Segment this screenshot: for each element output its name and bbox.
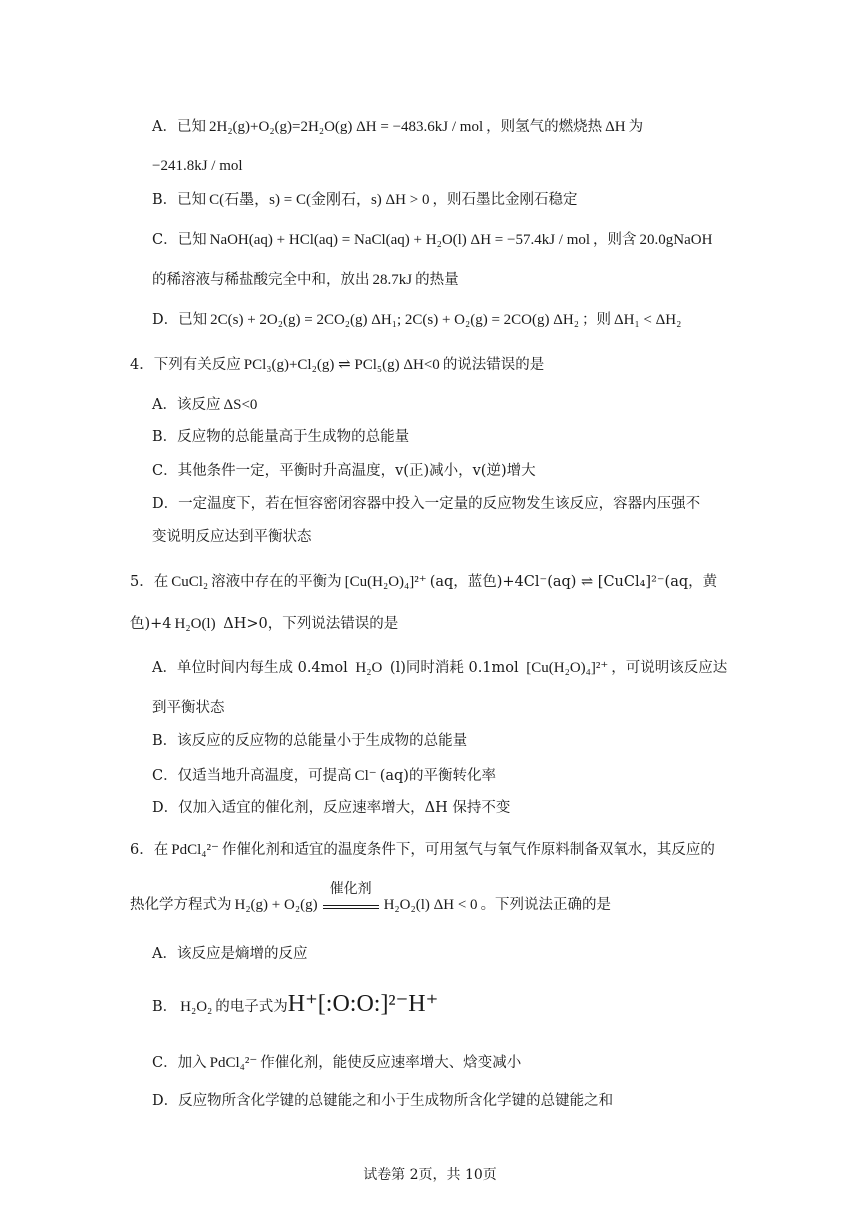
option-4d-cont: 变说明反应达到平衡状态 xyxy=(152,529,312,545)
option-5a-cont: 到平衡状态 xyxy=(152,700,225,716)
electron-formula: H⁺[:O:O:]²⁻H⁺ xyxy=(287,991,439,1017)
option-6d: D．反应物所含化学键的总键能之和小于生成物所含化学键的总键能之和 xyxy=(152,1093,614,1109)
option-5a: A．单位时间内每生成 0.4mol H₂O (l)同时消耗 0.1mol [Cu(H₂O)₄]²⁺ ，可说明该反应达 xyxy=(152,660,728,676)
option-4c: C．其他条件一定，平衡时升高温度，v(正)减小，v(逆)增大 xyxy=(152,463,536,479)
option-6b: B． H₂O₂ 的电子式为H⁺[:O:O:]²⁻H⁺ xyxy=(152,991,439,1017)
question-6: 6．在 PdCl₄²⁻ 作催化剂和适宜的温度条件下，可用氢气与氧气作原料制备双氧水，其反应的 xyxy=(130,842,715,858)
option-4b: B．反应物的总能量高于生成物的总能量 xyxy=(152,429,410,445)
option-3a: A．已知 2H₂(g)+O₂(g)=2H₂O(g) ΔH = −483.6kJ / mol ，则氢气的燃烧热 ΔH 为 xyxy=(152,119,644,135)
option-6a: A．该反应是熵增的反应 xyxy=(152,946,308,962)
question-6-equation: 热化学方程式为 H₂(g) + O₂(g) 催化剂 H₂O₂(l) ΔH < 0 。下列说法正确的是 xyxy=(130,881,612,913)
question-5: 5．在 CuCl₂ 溶液中存在的平衡为 [Cu(H₂O)₄]²⁺ (aq，蓝色)+4Cl⁻(aq) ⇌ [CuCl₄]²⁻(aq，黄 xyxy=(130,574,718,590)
option-5b: B．该反应的反应物的总能量小于生成物的总能量 xyxy=(152,733,468,749)
option-4a: A．该反应 ΔS<0 xyxy=(152,397,258,413)
question-4: 4．下列有关反应 PCl₃(g)+Cl₂(g) ⇌ PCl₅(g) ΔH<0 的说法错误的是 xyxy=(130,357,545,373)
option-4d: D．一定温度下，若在恒容密闭容器中投入一定量的反应物发生该反应，容器内压强不 xyxy=(152,496,701,512)
option-5d: D．仅加入适宜的催化剂，反应速率增大，ΔH 保持不变 xyxy=(152,800,511,816)
catalyst-arrow: 催化剂 xyxy=(323,901,379,909)
option-3b: B．已知 C(石墨，s) = C(金刚石，s) ΔH > 0 ，则石墨比金刚石稳定 xyxy=(152,192,578,208)
question-5-cont: 色)+4 H₂O(l) ΔH>0，下列说法错误的是 xyxy=(130,616,399,632)
page-footer: 试卷第 2页，共 10页 xyxy=(363,1167,497,1183)
option-5c: C．仅适当地升高温度，可提高 Cl⁻ (aq)的平衡转化率 xyxy=(152,768,496,784)
option-3c: C．已知 NaOH(aq) + HCl(aq) = NaCl(aq) + H₂O(l) ΔH = −57.4kJ / mol ，则含 20.0gNaOH xyxy=(152,232,713,248)
option-3d: D．已知 2C(s) + 2O₂(g) = 2CO₂(g) ΔH₁; 2C(s) + O₂(g) = 2CO(g) ΔH₂ ；则 ΔH₁ < ΔH₂ xyxy=(152,312,682,328)
option-3c-cont: 的稀溶液与稀盐酸完全中和，放出 28.7kJ 的热量 xyxy=(152,272,459,288)
option-6c: C．加入 PdCl₄²⁻ 作催化剂，能使反应速率增大、焓变减小 xyxy=(152,1055,522,1071)
option-3a-cont: −241.8kJ / mol xyxy=(152,158,243,174)
